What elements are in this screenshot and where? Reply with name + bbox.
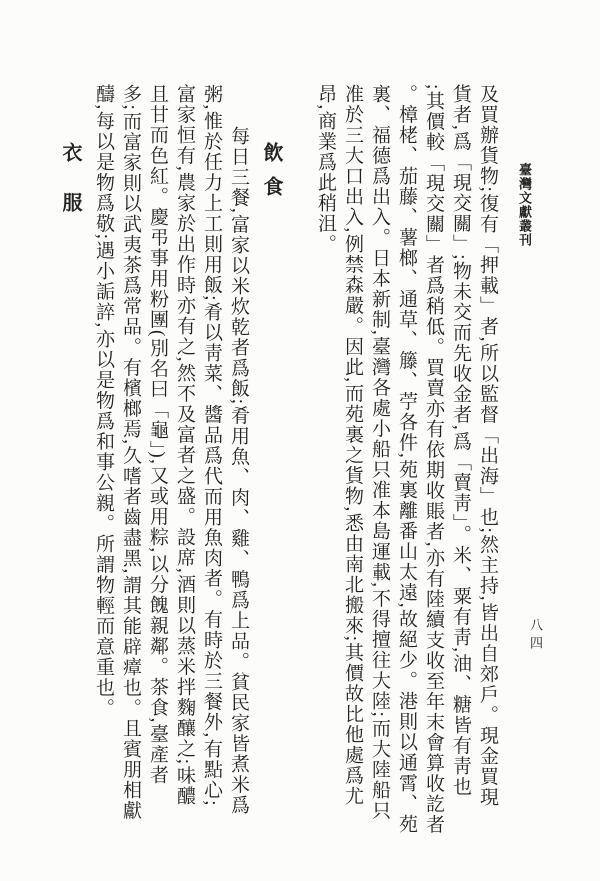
text-column: 粥,惟於任力上工則用飯;肴以靑菜、醬品爲代而用魚肉者。有時於三餐外,有點心; — [201, 84, 222, 808]
text-column: 醻,每以是物爲敬;遇小詬誶,亦以是物爲和事公親。所謂物輕而意重也。 — [93, 84, 114, 719]
text-column: 多;而富家則以武夷茶爲常品。有檳榔焉,久嗜者齒盡黑,謂其能辟瘴也。且賓朋相獻 — [120, 84, 141, 821]
section-heading-clothing: 衣服 — [59, 142, 81, 242]
text-column: 准於三大口出入,例禁森嚴。因此,而苑裏之貨物,悉由南北搬來;其價故比他處爲尤 — [342, 84, 363, 807]
text-column: 。樟栳、茄藤、薯榔、通草、籐、苧各件,苑裏離番山太遠,故絕少。港則以通霄、苑 — [396, 84, 417, 835]
text-column: ;其價較「現交關」者爲稍低。買賣亦有依期收賬者,亦有陸續支收至年末會算收訖者 — [423, 84, 444, 836]
text-column: 每日三餐,富家以米炊乾者爲飯;肴用魚、肉、雞、鴨爲上品。貧民家皆煮米爲 — [228, 126, 249, 816]
commerce-paragraph — [312, 84, 501, 878]
food-paragraph — [90, 84, 252, 878]
text-column: 富家恒有,農家於出作時亦有之,然不及富者之盛。設席,酒則以蒸米拌麴釀之;味醲 — [174, 84, 195, 807]
text-column: 昂,商業爲此稍沮。 — [315, 84, 336, 255]
page-number: 八四 — [528, 618, 543, 654]
text-column: 及買辦貨物;復有「押載」者,所以監督「出海」也;然主持,皆出自郊戶。現金買現 — [477, 84, 498, 808]
text-column: 貨者,爲「現交關」;物未交而先收金者,爲「賣靑」。米、粟有靑,油、糖皆有靑也 — [450, 84, 471, 798]
section-heading-food: 飲食 — [260, 142, 282, 210]
text-column: 且甘而色紅。慶弔事用粉團(別名曰「龜」),又或用粽,以分餽親鄰。茶食,臺產者 — [147, 84, 168, 786]
text-column: 裏、福德爲出入。日本新制,臺灣各處小船只准本島運載,不得擅往大陸;而大陸船只 — [369, 84, 390, 821]
running-title: 臺灣文獻叢刊 — [517, 163, 532, 247]
